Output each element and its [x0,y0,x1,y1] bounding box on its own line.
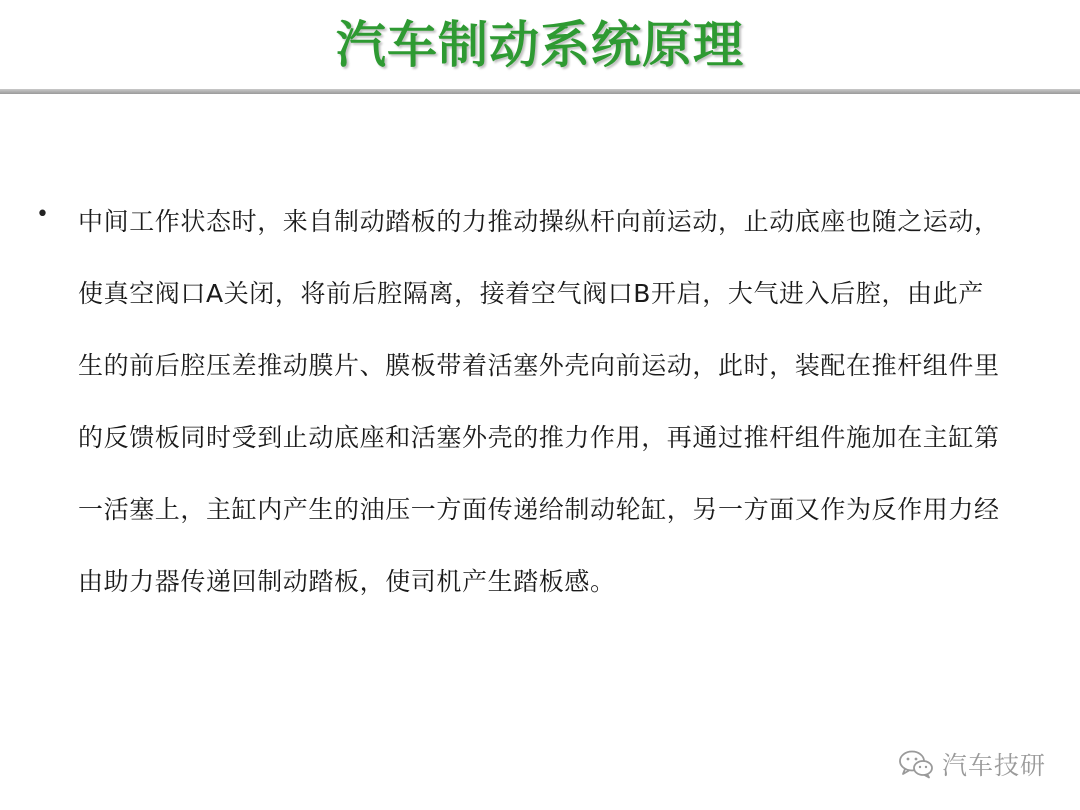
slide-title: 汽车制动系统原理 [336,16,744,74]
watermark-text: 汽车技研 [941,751,1046,780]
bullet-dot: • [36,202,49,227]
title-divider [0,89,1080,94]
bullet-text: 中间工作状态时，来自制动踏板的力推动操纵杆向前运动，止动底座也随之运动，使真空阀口A关闭，将前后腔隔离，接着空气阀口B开启，大气进入后腔，由此产生的前后腔压差推动膜片、膜板带着活塞外壳向前运动，此时，装配在推杆组件里的反馈板同时受到止动底座和活塞外壳的推力作用，再通过推杆组件施加在主缸第一活塞上，主缸内产生的油压一方面传递给制动轮缸，另一方面又作为反作用力经由助力器传递回制动踏板，使司机产生踏板感。 [78,207,1000,596]
wechat-icon [898,749,934,779]
watermark [898,744,1046,784]
